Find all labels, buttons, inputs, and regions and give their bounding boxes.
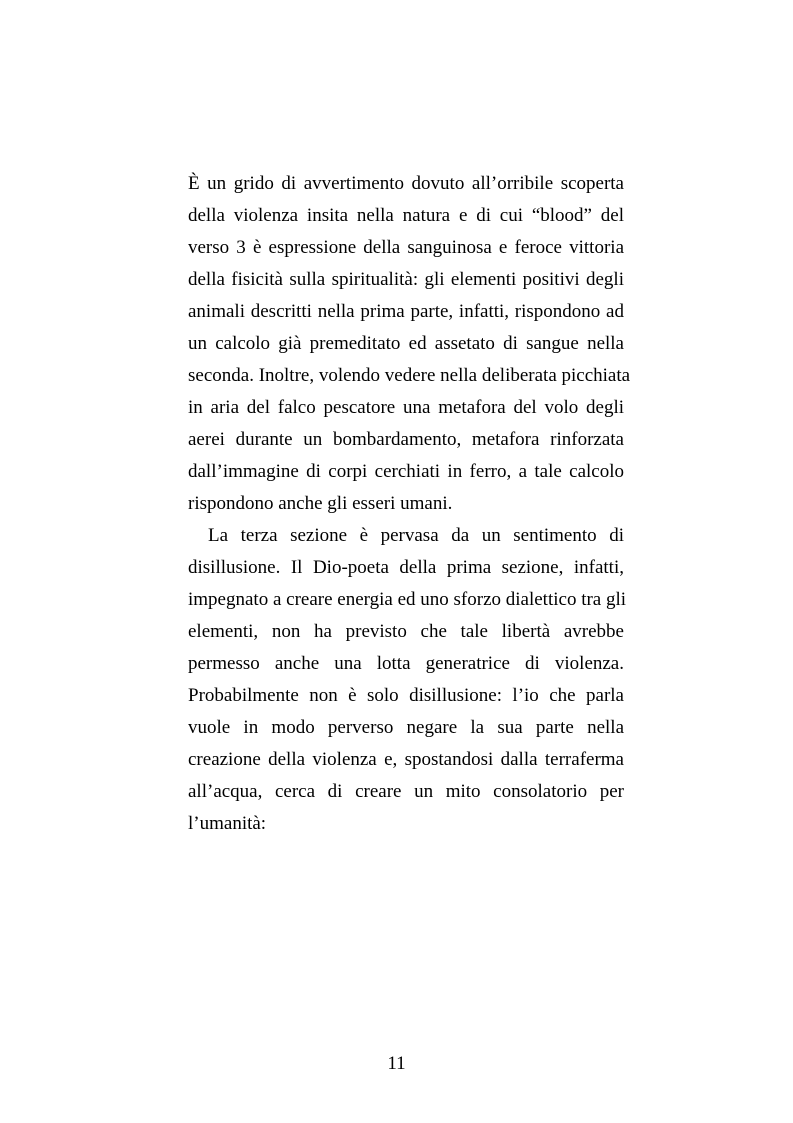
text-line: creazione della violenza e, spostandosi dalla terraferma: [188, 749, 624, 770]
text-line: permesso anche una lotta generatrice di violenza.: [188, 653, 624, 674]
text-line: aerei durante un bombardamento, metafora rinforzata: [188, 429, 624, 450]
text-line: La terza sezione è pervasa da un sentimento di: [208, 525, 624, 546]
text-line: Probabilmente non è solo disillusione: l’io che parla: [188, 685, 624, 706]
text-line: un calcolo già premeditato ed assetato di sangue nella: [188, 333, 624, 354]
text-line: della violenza insita nella natura e di cui “blood” del: [188, 205, 624, 226]
text-line: vuole in modo perverso negare la sua parte nella: [188, 717, 624, 738]
page-number: 11: [387, 1053, 406, 1074]
text-line: della fisicità sulla spiritualità: gli elementi positivi degli: [188, 269, 624, 290]
text-line: elementi, non ha previsto che tale libertà avrebbe: [188, 621, 624, 642]
text-line: animali descritti nella prima parte, infatti, rispondono ad: [188, 301, 624, 322]
text-line: in aria del falco pescatore una metafora del volo degli: [188, 397, 624, 418]
text-line: dall’immagine di corpi cerchiati in ferro, a tale calcolo: [188, 461, 624, 482]
text-line: seconda. Inoltre, volendo vedere nella deliberata picchiata: [188, 365, 631, 386]
text-line: l’umanità:: [188, 813, 267, 834]
text-line: verso 3 è espressione della sanguinosa e feroce vittoria: [188, 237, 624, 258]
text-line: impegnato a creare energia ed uno sforzo dialettico tra gli: [188, 589, 627, 610]
text-line: all’acqua, cerca di creare un mito consolatorio per: [188, 781, 624, 802]
text-line: È un grido di avvertimento dovuto all’orribile scoperta: [188, 173, 624, 194]
text-line: rispondono anche gli esseri umani.: [188, 493, 453, 514]
text-line: disillusione. Il Dio-poeta della prima sezione, infatti,: [188, 557, 624, 578]
